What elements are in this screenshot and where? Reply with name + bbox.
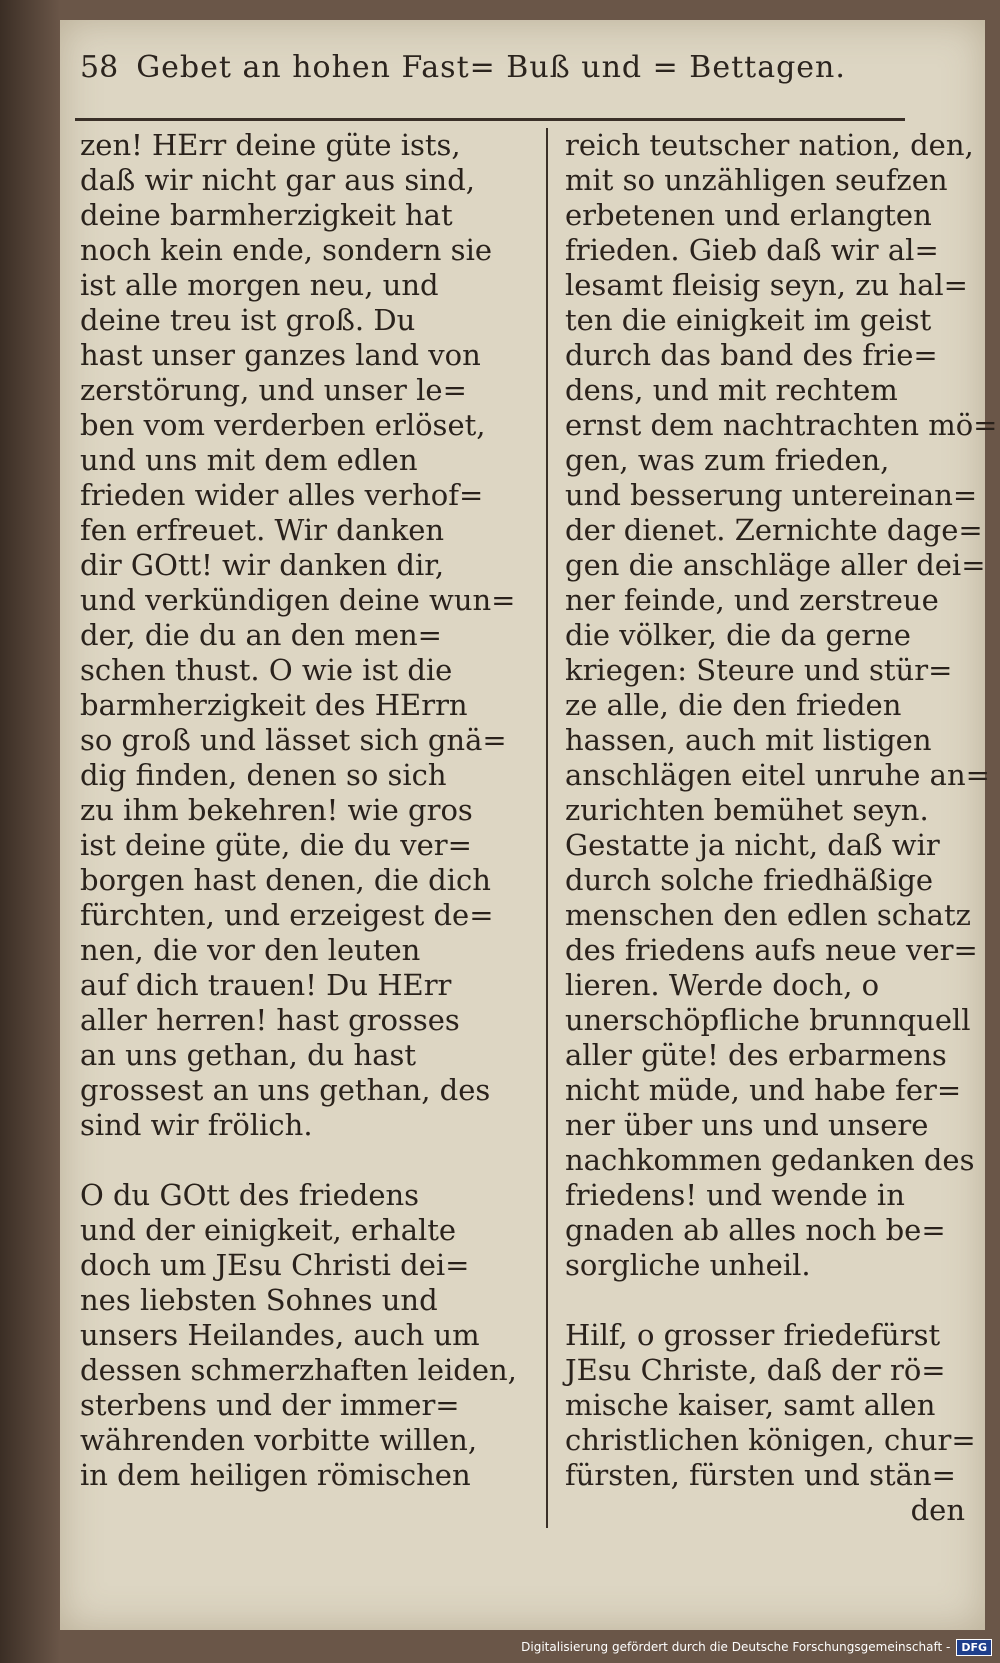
text-line: mische kaiser, samt allen (565, 1388, 936, 1422)
text-line: noch kein ende, sondern sie (80, 233, 493, 267)
text-line: ten die einigkeit im geist (565, 303, 932, 337)
header-rule (75, 118, 905, 121)
left-paragraph-1 (80, 128, 530, 1143)
dfg-logo: DFG (956, 1639, 992, 1656)
footer-credit: Digitalisierung gefördert durch die Deutsche Forschungsgemeinschaft - (521, 1640, 951, 1654)
text-line: kriegen: Steure und stür= (565, 653, 953, 687)
text-line: aller güte! des erbarmens (565, 1038, 947, 1072)
text-line: auf dich trauen! Du HErr (80, 968, 452, 1002)
page-header (80, 50, 890, 110)
left-paragraph-2 (80, 1178, 530, 1493)
right-paragraph-1 (565, 128, 998, 1283)
text-line: friedens! und wende in (565, 1178, 905, 1212)
text-line: ist deine güte, die du ver= (80, 828, 472, 862)
text-line: schen thust. O wie ist die (80, 653, 453, 687)
text-line: so groß und lässet sich gnä= (80, 723, 507, 757)
text-line: grossest an uns gethan, des (80, 1073, 491, 1107)
text-line: barmherzigkeit des HErrn (80, 688, 468, 722)
text-line: durch das band des frie= (565, 338, 938, 372)
text-line: ner über uns und unsere (565, 1108, 929, 1142)
text-line: mit so unzähligen seufzen (565, 163, 948, 197)
text-line: doch um JEsu Christi dei= (80, 1248, 470, 1282)
text-line: und besserung untereinan= (565, 478, 978, 512)
text-line: deine barmherzigkeit hat (80, 198, 453, 232)
text-line: Hilf, o grosser friedefürst (565, 1318, 941, 1352)
text-line: an uns gethan, du hast (80, 1038, 417, 1072)
text-line: erbetenen und erlangten (565, 198, 932, 232)
text-line: des friedens aufs neue ver= (565, 933, 978, 967)
text-line: lesamt fleisig seyn, zu hal= (565, 268, 968, 302)
text-line: gen, was zum frieden, (565, 443, 890, 477)
text-line: daß wir nicht gar aus sind, (80, 163, 475, 197)
text-line: ner feinde, und zerstreue (565, 583, 939, 617)
page-number: 58 (80, 50, 119, 85)
text-line: JEsu Christe, daß der rö= (565, 1353, 946, 1387)
text-line: zen! HErr deine güte ists, (80, 128, 461, 162)
text-line: die völker, die da gerne (565, 618, 911, 652)
text-line: hassen, auch mit listigen (565, 723, 932, 757)
digitization-footer (521, 1637, 992, 1657)
text-line: dig finden, denen so sich (80, 758, 447, 792)
text-line: der, die du an den men= (80, 618, 442, 652)
text-line: fürchten, und erzeigest de= (80, 898, 494, 932)
right-column (565, 128, 998, 1528)
text-line: der dienet. Zernichte dage= (565, 513, 983, 547)
text-line: deine treu ist groß. Du (80, 303, 416, 337)
text-line: christlichen königen, chur= (565, 1423, 976, 1457)
text-line: und uns mit dem edlen (80, 443, 418, 477)
text-line: durch solche friedhäßige (565, 863, 934, 897)
left-column (80, 128, 530, 1493)
text-line: dens, und mit rechtem (565, 373, 898, 407)
text-line: reich teutscher nation, den, (565, 128, 974, 162)
text-line: gen die anschläge aller dei= (565, 548, 986, 582)
text-line: ben vom verderben erlöset, (80, 408, 486, 442)
text-line: zurichten bemühet seyn. (565, 793, 929, 827)
text-line: in dem heiligen römischen (80, 1458, 471, 1492)
text-line: ist alle morgen neu, und (80, 268, 439, 302)
text-line: frieden wider alles verhof= (80, 478, 484, 512)
text-line: Gestatte ja nicht, daß wir (565, 828, 940, 862)
text-line: und verkündigen deine wun= (80, 583, 516, 617)
text-line: aller herren! hast grosses (80, 1003, 460, 1037)
text-line: lieren. Werde doch, o (565, 968, 880, 1002)
text-line: O du GOtt des friedens (80, 1178, 420, 1212)
text-line: zerstörung, und unser le= (80, 373, 467, 407)
text-line: dir GOtt! wir danken dir, (80, 548, 445, 582)
column-divider (546, 128, 548, 1528)
text-line: gnaden ab alles noch be= (565, 1213, 946, 1247)
text-line: menschen den edlen schatz (565, 898, 971, 932)
text-line: fürsten, fürsten und stän= (565, 1458, 956, 1492)
text-line: anschlägen eitel unruhe an= (565, 758, 990, 792)
text-line: zu ihm bekehren! wie gros (80, 793, 473, 827)
text-line: nicht müde, und habe fer= (565, 1073, 962, 1107)
text-line: sorgliche unheil. (565, 1248, 811, 1282)
text-line: frieden. Gieb daß wir al= (565, 233, 939, 267)
text-line: unsers Heilandes, auch um (80, 1318, 480, 1352)
text-line: und der einigkeit, erhalte (80, 1213, 457, 1247)
text-line: nen, die vor den leuten (80, 933, 421, 967)
text-line: hast unser ganzes land von (80, 338, 481, 372)
text-line: fen erfreuet. Wir danken (80, 513, 445, 547)
text-line: ze alle, die den frieden (565, 688, 902, 722)
text-line: sind wir frölich. (80, 1108, 313, 1142)
text-line: währenden vorbitte willen, (80, 1423, 478, 1457)
text-line: borgen hast denen, die dich (80, 863, 491, 897)
text-line: dessen schmerzhaften leiden, (80, 1353, 517, 1387)
text-line: unerschöpfliche brunnquell (565, 1003, 971, 1037)
right-paragraph-2 (565, 1318, 976, 1493)
text-line: ernst dem nachtrachten mö= (565, 408, 998, 442)
catchword: den (910, 1493, 965, 1527)
binding-gutter (0, 0, 60, 1663)
text-line: nachkommen gedanken des (565, 1143, 975, 1177)
running-head: Gebet an hohen Fast= Buß und = Bettagen. (136, 50, 846, 85)
text-line: sterbens und der immer= (80, 1388, 460, 1422)
text-line: nes liebsten Sohnes und (80, 1283, 438, 1317)
